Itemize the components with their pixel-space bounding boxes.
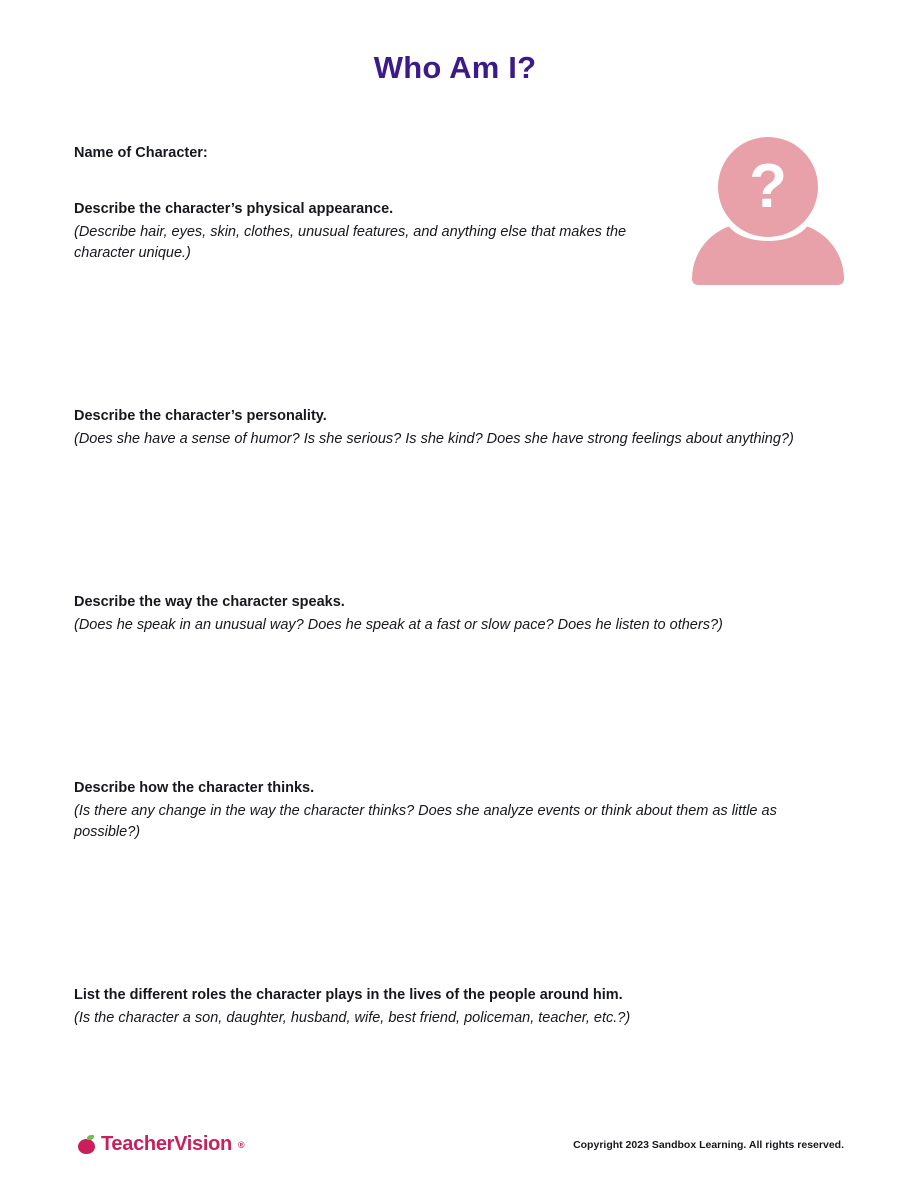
section-roles [74,985,844,1029]
teachervision-logo [78,1133,245,1156]
section-thinking [74,778,844,843]
section-hint: (Does she have a sense of humor? Is she serious? Is she kind? Does she have strong feelings about anything?) [74,431,794,448]
section-physical-appearance [74,199,844,264]
section-hint: (Does he speak in an unusual way? Does he speak at a fast or slow pace? Does he listen to others?) [74,617,723,634]
apple-icon [78,1135,95,1154]
section-prompt: Describe the way the character speaks. [74,594,345,611]
worksheet-content [74,145,844,1029]
section-personality [74,406,844,450]
registered-mark: ® [237,1139,245,1150]
section-prompt: Describe the character’s physical appearance. [74,201,394,217]
section-hint: (Is there any change in the way the character thinks? Does she analyze events or think about them as little as possible?) [74,803,777,841]
page-title: Who Am I? [373,50,537,85]
brand-name: TeacherVision [101,1133,232,1155]
section-prompt: Describe how the character thinks. [74,780,315,797]
section-speech [74,592,844,636]
copyright-text: Copyright 2023 Sandbox Learning. All rights reserved. [573,1139,844,1151]
question-mark-glyph: ? [749,152,787,221]
section-hint: (Describe hair, eyes, skin, clothes, unusual features, and anything else that makes the character unique.) [74,224,627,262]
section-prompt: Describe the character’s personality. [74,408,327,425]
section-prompt: List the different roles the character plays in the lives of the people around him. [74,987,623,1004]
name-of-character-label: Name of Character: [74,145,208,161]
section-hint: (Is the character a son, daughter, husband, wife, best friend, policeman, teacher, etc.?) [74,1010,631,1027]
